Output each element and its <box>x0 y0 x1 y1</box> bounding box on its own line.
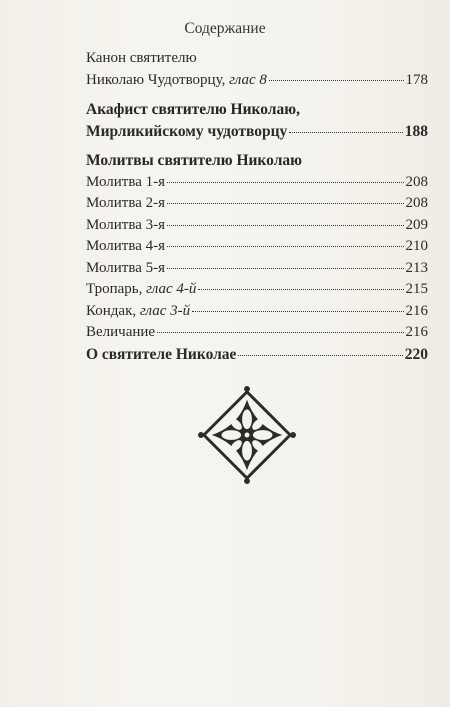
dot-leader <box>289 131 402 133</box>
toc-entry-title-text: Николаю Чудотворцу, <box>86 71 230 88</box>
toc-entry-molitva-2[interactable] <box>86 193 428 215</box>
toc-entry-velichanie[interactable] <box>86 322 428 344</box>
dot-leader <box>167 202 403 204</box>
toc-entry-title <box>86 301 190 323</box>
toc-entry-molitva-1[interactable] <box>86 172 428 194</box>
toc-entry-title: О святителе Николае <box>86 345 237 363</box>
toc-entry-tropar[interactable] <box>86 279 428 301</box>
toc-page-number: 213 <box>405 259 428 276</box>
orthodox-cross-ornament-icon <box>198 386 296 484</box>
toc-page-number: 208 <box>405 173 428 190</box>
toc-entry-title: Молитва 5-я <box>86 259 166 276</box>
toc-entry-tone: глас 4-й <box>146 281 197 297</box>
toc-entry-title <box>86 279 196 301</box>
toc-entry-molitva-4[interactable] <box>86 236 428 258</box>
dot-leader <box>167 181 403 183</box>
toc-entry-akafist-line1: Акафист святителю Николаю, <box>86 101 300 118</box>
table-of-contents <box>86 48 428 365</box>
dot-leader <box>167 267 403 269</box>
toc-section-heading-molitvy: Молитвы святителю Николаю <box>86 152 302 169</box>
toc-page-number: 216 <box>405 302 428 319</box>
toc-entry-title-text: Тропарь, <box>86 281 147 297</box>
toc-entry-title: Величание <box>86 324 156 340</box>
toc-entry-title: Молитва 2-я <box>86 195 166 211</box>
dot-leader <box>238 354 402 356</box>
toc-page-number: 209 <box>405 216 428 233</box>
toc-entry-title: Молитва 1-я <box>86 173 166 190</box>
toc-entry-tone: глас 3-й <box>139 302 191 319</box>
toc-entry-molitva-3[interactable] <box>86 215 428 237</box>
toc-entry-title: Молитва 3-я <box>86 216 166 233</box>
dot-leader <box>198 288 403 290</box>
toc-page-number: 208 <box>405 195 428 211</box>
dot-leader <box>167 224 403 226</box>
toc-entry-kondak[interactable] <box>86 301 428 323</box>
toc-page-number: 220 <box>404 345 428 363</box>
toc-entry-title <box>86 70 267 92</box>
dot-leader <box>167 245 403 247</box>
dot-leader <box>269 79 404 81</box>
toc-entry-title: Мирликийскому чудотворцу <box>86 122 288 140</box>
dot-leader <box>157 331 403 333</box>
toc-entry-title-text: Кондак, <box>86 302 140 319</box>
toc-entry-title: Молитва 4-я <box>86 238 166 254</box>
toc-page-number: 215 <box>405 281 428 297</box>
toc-entry-kanon[interactable] <box>86 70 428 92</box>
toc-entry-molitva-5[interactable] <box>86 258 428 280</box>
dot-leader <box>192 310 403 312</box>
toc-entry-tone: глас 8 <box>229 71 267 88</box>
toc-entry-kanon-line1: Канон святителю <box>86 50 197 66</box>
toc-entry-akafist[interactable] <box>86 121 428 143</box>
toc-page-number: 210 <box>405 238 428 254</box>
toc-page-number: 178 <box>405 71 428 88</box>
toc-page-number: 216 <box>405 324 428 340</box>
page-header: Содержание <box>184 20 266 37</box>
toc-entry-o-svyatitele[interactable] <box>86 344 428 366</box>
toc-page-number: 188 <box>404 122 428 140</box>
